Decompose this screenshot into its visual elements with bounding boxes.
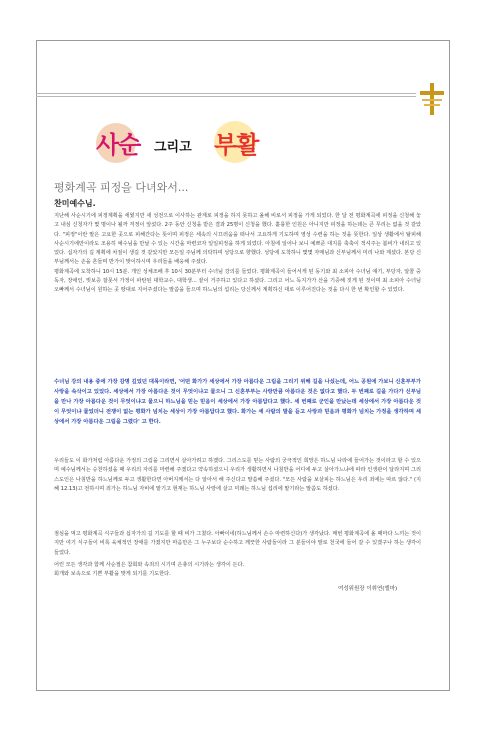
greeting: 찬미예수님. — [54, 199, 96, 208]
divider-bottom — [36, 96, 416, 97]
paragraph-text: 평화계곡에 도착하니 10시 15분. 개인 성체조배 후 10시 30분부터 수녀님 강의를 들었다. 평화계곡이 들어서게 된 동기와 최 소피아 수녀님 얘기, 부당자, 알콜 중독자, 장애인, 빚보증 잘못서 가정이 파탄된 대학교수, 대학생... 끝이 거주하고 있다고 하셨다. 그리고 어느 독지가가 산을 기증해 짓게 된 것이며 최 소피아 수녀님 오빠께서 수녀님이 원하는 곳 땅대로 지어주셨다는 말씀을 들으며 하느님의 섭리는 당신께서 계획하신 대로 이루어진다는 것을 다시 한 번 확인할 수 있었다. — [54, 268, 421, 294]
title-and: 그리고 — [154, 140, 192, 155]
title-resurrection: 부활 — [214, 131, 259, 159]
body-paragraph — [54, 561, 421, 580]
paragraph-text: 회개와 보속으로 기쁜 부활을 맞게 되기를 기도한다. — [54, 571, 171, 578]
page-title — [96, 121, 296, 167]
divider-top — [36, 93, 416, 94]
body-paragraph — [54, 212, 421, 296]
cross-icon — [417, 82, 447, 116]
body-paragraph: 점심을 먹고 평화계곡 식구들과 십자가의 길 기도를 할 때 비가 그쳤다. 아빠이네(하느님께서 손수 마련하신다)가 생각났다. 매번 평화계곡에 올 때마다 느끼는 것이지만 여기 식구들이 비록 육체적인 장애를 가졌지만 마음만은 그 누구보다 순수하고 깨끗한 사람들이라 그 분들이야 말로 천국에 들어 갈 수 있겠구나 하는 생각이 들었다. — [54, 531, 421, 556]
subtitle: 평화계곡 피정을 다녀와서... — [54, 181, 189, 194]
paragraph-text: 어린 모든 생각과 함께 사순절은 참회와 속죄의 시기며 은총의 시기라는 생각이 든다. — [54, 562, 245, 568]
title-lent: 사순 — [96, 131, 141, 159]
body-paragraph: 우리들도 이 화가처럼 아름다운 가정의 그림을 그리면서 살아가려고 하겠다. 그리스도를 믿는 사람의 궁극적인 희망은 하느님 나라에 들어가는 것이라고 할 수 있으며 예수님께서는 승천하셨을 때 우리의 자리를 마련해 주겠다고 약속하셨으니 우리가 생활하면서 나침반을 어디에 두고 살아가느냐에 따라 인생관이 달라지며 그리스도인은 나침반을 하느님께로 두고 생활한다면 아버지께서는 다 알아서 해 주신다고 말씀해 주셨다. "모든 사람을 보살피는 하느님은 우리 죄에는 따르 않다." (지혜 12.13)고 전하시며 죄가는 하느님 자비에 맡기고 현재는 하느님 사랑에 살고 미래는 하느님 섭리에 맡기라는 말씀도 하셨다. — [54, 458, 421, 492]
highlight-paragraph: 수녀님 강의 내용 중에 가장 감명 깊었던 대목이라면, '어떤 화가가 세상에서 가장 아름다운 그림을 그리기 위해 길을 나섰는데, 어느 공원에 가보니 신혼부부가 사랑을 속삭이고 있었다. 세상에서 가장 아름다운 것이 무엇이냐고 물으니 그 신혼부부는 사랑만큼 아름다운 것은 없다고 했다. 두 번째로 길을 가다가 신부님을 만나 가장 아름다운 것이 무엇이냐고 물으니 하느님을 믿는 믿음이 세상에서 가장 아름답다고 했다. 세 번째로 군인을 만났는데 세상에서 가장 아름다운 것이 무엇이냐 물었더니 전쟁이 없는 평화가 넘치는 세상이 가장 아름답다고 했다. 화가는 세 사람의 말을 듣고 사랑과 믿음과 평화가 넘치는 가정을 생각하며 세상에서 가장 아름다운 그림을 그렸다' 고 한다. — [54, 379, 421, 425]
signature: 여성위원장 이취연(엘마) — [338, 586, 398, 592]
paragraph-text: 지난해 사순시기에 피정계획을 세웠지만 새 성전으로 이사하는 관계로 피정을 하지 못하고 올해 비로서 피정을 가게 되었다. 한 달 전 평화계곡에 피정을 신청해 놓고 내심 신청자가 몇 명이나 될까 걱정이 앞섰다. 2주 동안 신청을 받은 결과 25명이 신청을 했다. 훌륭한 인원은 아니지만 피정을 하는데는 큰 무리는 없을 것 같았다. "피정"이란 말은 고요한 곳으로 피해간다는 뜻이며 피정은 세속의 시끄러움을 떠나서 고요하게 기도하며 영성 수련을 하는 것을 뜻한다. 일상 생활에서 탈피해 사순시기에만이라도 조용히 예수님을 만날 수 있는 시간을 마련코자 일일피정을 하게 되었다. 아침에 일어나 보니 예쁘준 대지를 축축이 적셔주는 봄비가 내리고 있었다. 십자가의 길 계획에 차질이 생길 것 같았지만 모든일 주님께 의탁하며 성당으로 향했다. 성당에 도착하니 몇몇 자매님과 신부님께서 미리 나와 계셨다. 본당 신부님께서는 손을 흔들며 반가이 맞이하시며 우리들을 배웅해 주셨다. — [54, 213, 421, 266]
